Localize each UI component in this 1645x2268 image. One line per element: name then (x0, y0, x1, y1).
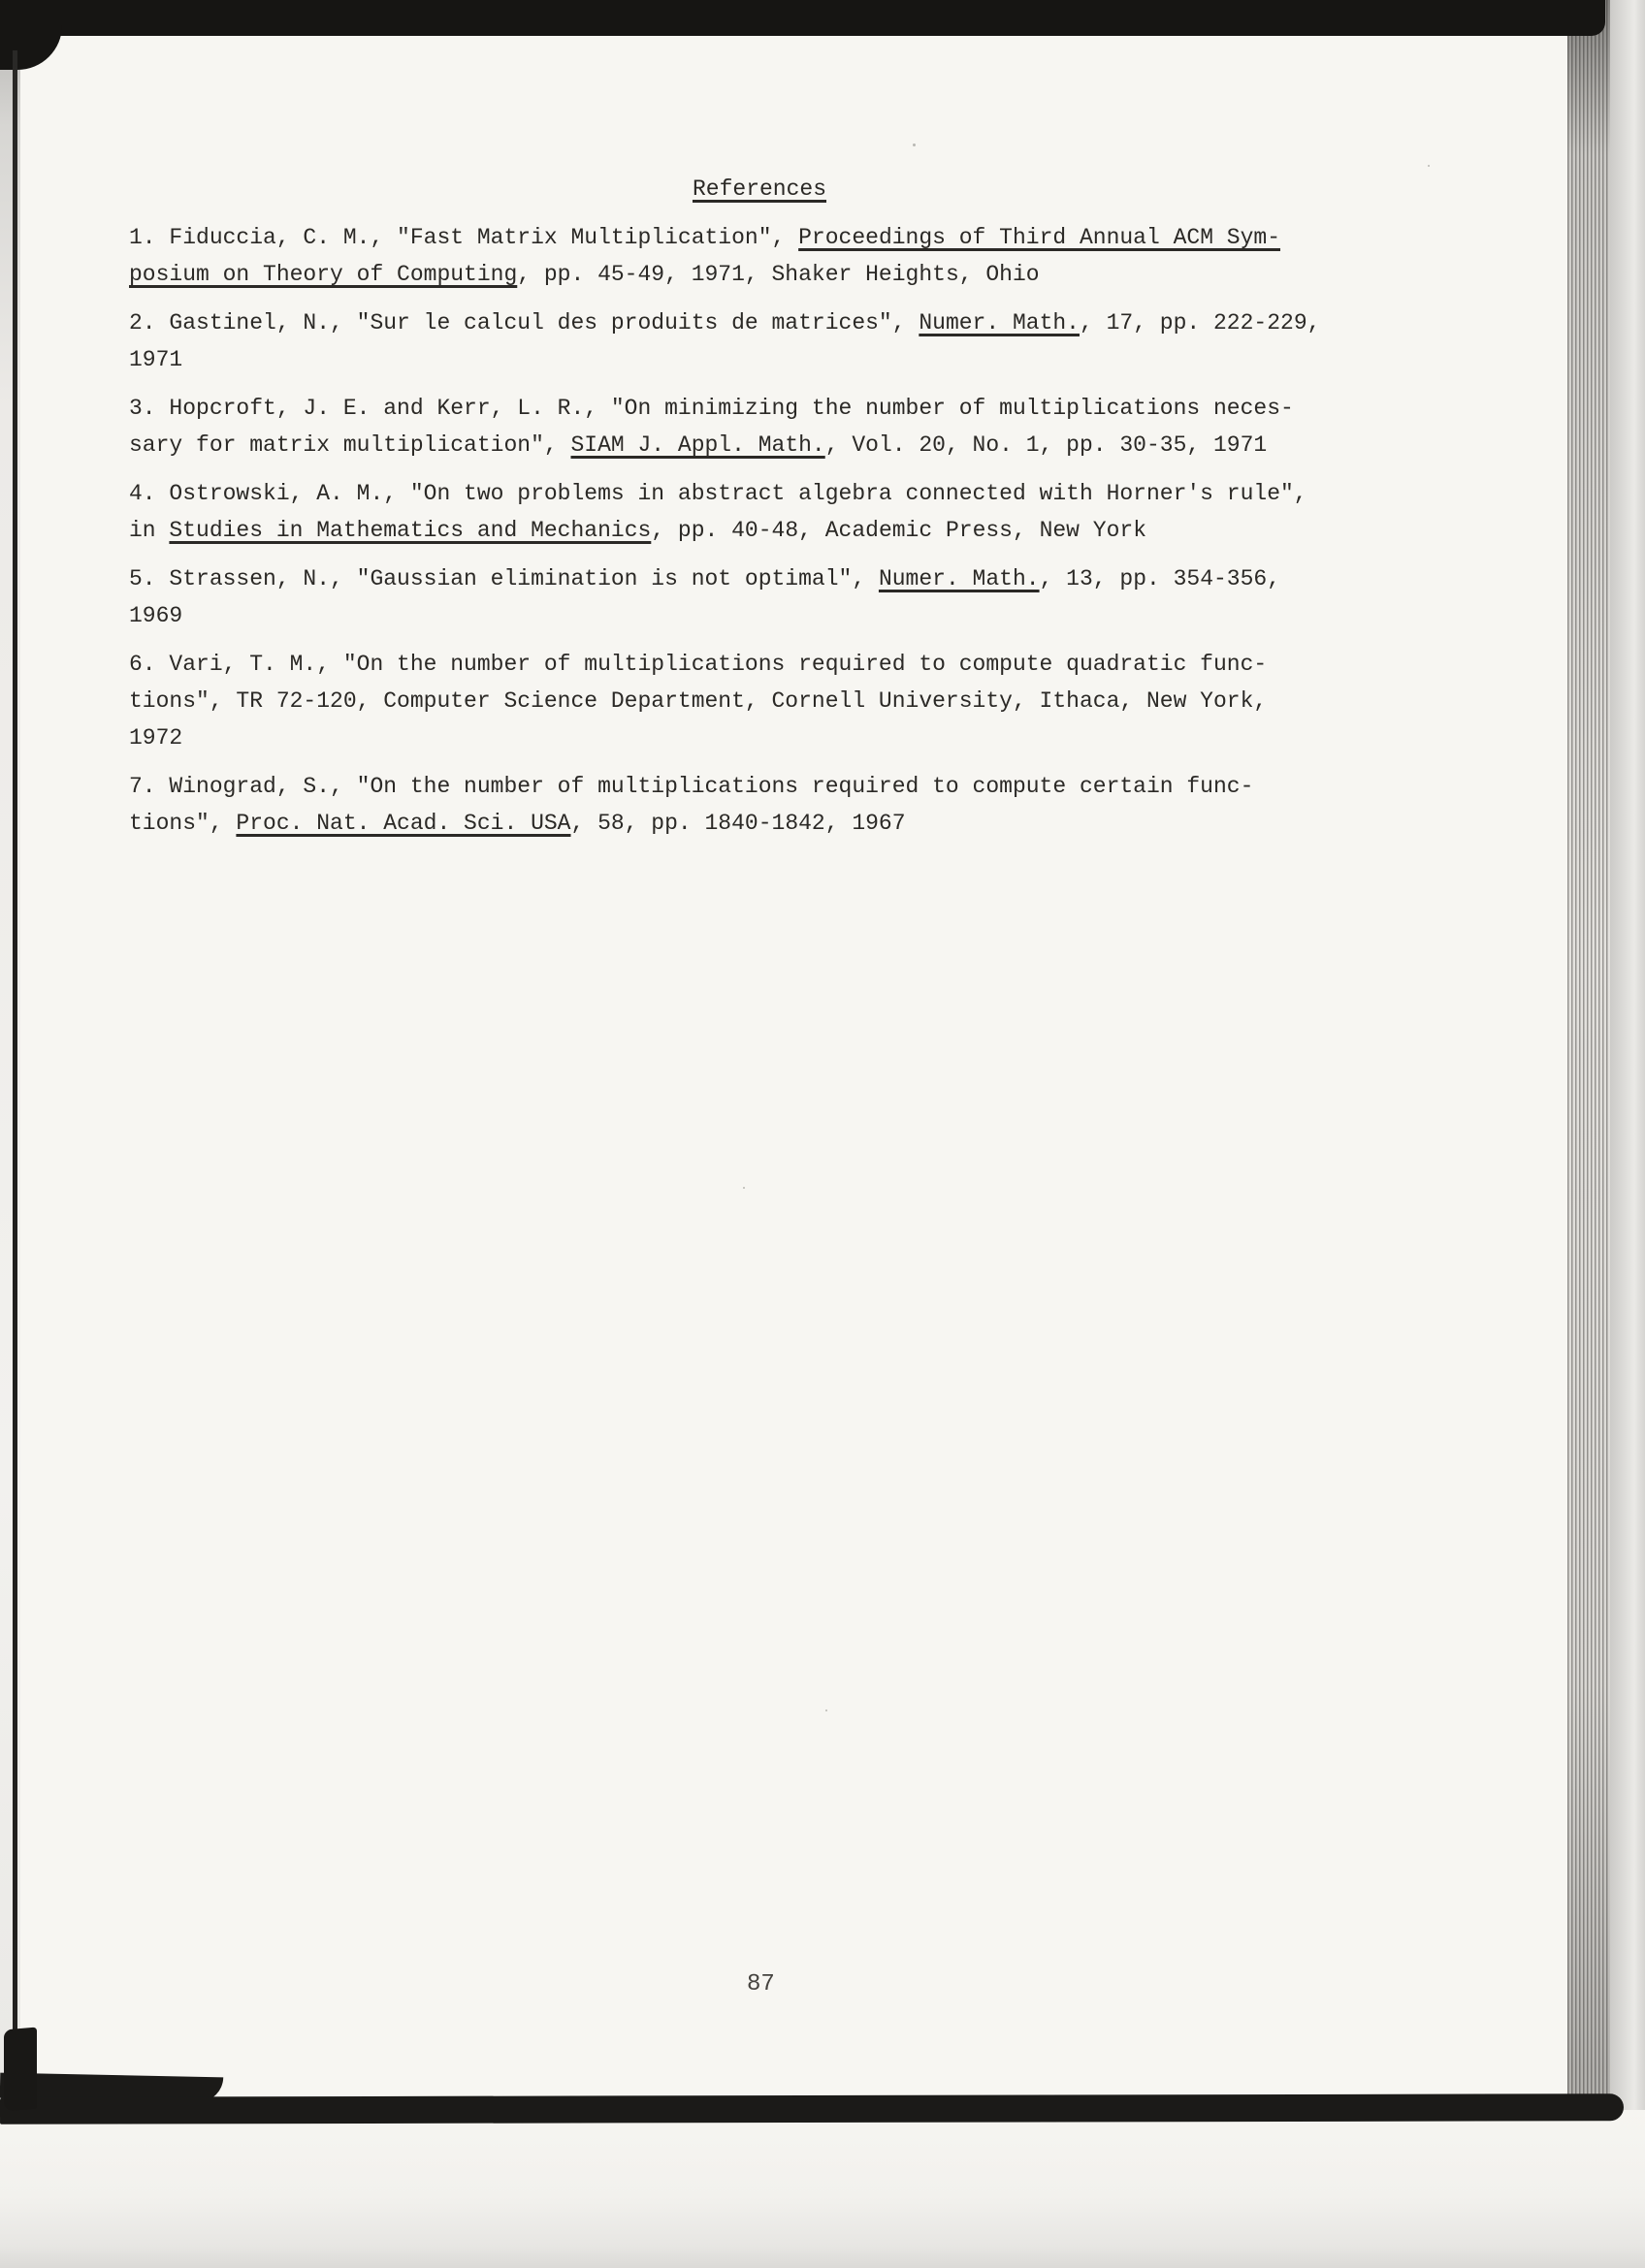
scan-speck (913, 144, 916, 146)
book-page-edges-texture (1567, 0, 1610, 2110)
reference-line: tions", Proc. Nat. Acad. Sci. USA, 58, pp. 1840-1842, 1967 (129, 811, 906, 836)
reference-line: in Studies in Mathematics and Mechanics, pp. 40-48, Academic Press, New York (129, 518, 1146, 543)
scan-right-gutter (1606, 0, 1645, 2110)
reference-item (129, 390, 1390, 463)
references-heading: References (692, 176, 827, 202)
reference-line: 1971 (129, 347, 183, 372)
reference-line: 4. Ostrowski, A. M., "On two problems in abstract algebra connected with Horner's rule", (129, 481, 1307, 506)
scan-speck (743, 1187, 745, 1189)
reference-item (129, 560, 1390, 634)
reference-item (129, 475, 1390, 549)
reference-line: 2. Gastinel, N., "Sur le calcul des produits de matrices", Numer. Math., 17, pp. 222-229, (129, 310, 1321, 335)
reference-line: 6. Vari, T. M., "On the number of multiplications required to compute quadratic func- (129, 652, 1268, 677)
reference-line: 1. Fiduccia, C. M., "Fast Matrix Multiplication", Proceedings of Third Annual ACM Sym- (129, 225, 1281, 250)
scan-edge-top (0, 0, 1605, 36)
document-content (129, 171, 1390, 853)
reference-item (129, 646, 1390, 756)
scan-speck (825, 1709, 827, 1711)
scan-smudge-bottom-left (4, 2028, 37, 2112)
scan-speck (1428, 165, 1430, 167)
reference-line: 5. Strassen, N., "Gaussian elimination is not optimal", Numer. Math., 13, pp. 354-356, (129, 566, 1281, 591)
page-number: 87 (747, 1971, 775, 1997)
reference-line: tions", TR 72-120, Computer Science Department, Cornell University, Ithaca, New York, (129, 688, 1268, 714)
reference-item (129, 219, 1390, 293)
reference-line: 1969 (129, 603, 183, 628)
reference-line: 1972 (129, 725, 183, 751)
reference-item (129, 768, 1390, 842)
reference-line: 3. Hopcroft, J. E. and Kerr, L. R., "On minimizing the number of multiplications neces- (129, 396, 1294, 421)
scan-edge-bottom (0, 2093, 1624, 2124)
next-page-edge (0, 2110, 1645, 2268)
reference-line: posium on Theory of Computing, pp. 45-49, 1971, Shaker Heights, Ohio (129, 262, 1040, 287)
reference-line: sary for matrix multiplication", SIAM J. Appl. Math., Vol. 20, No. 1, pp. 30-35, 1971 (129, 432, 1268, 458)
page-binding-line (13, 50, 17, 2094)
reference-line: 7. Winograd, S., "On the number of multiplications required to compute certain func- (129, 774, 1254, 799)
references-list (129, 219, 1390, 842)
reference-item (129, 304, 1390, 378)
